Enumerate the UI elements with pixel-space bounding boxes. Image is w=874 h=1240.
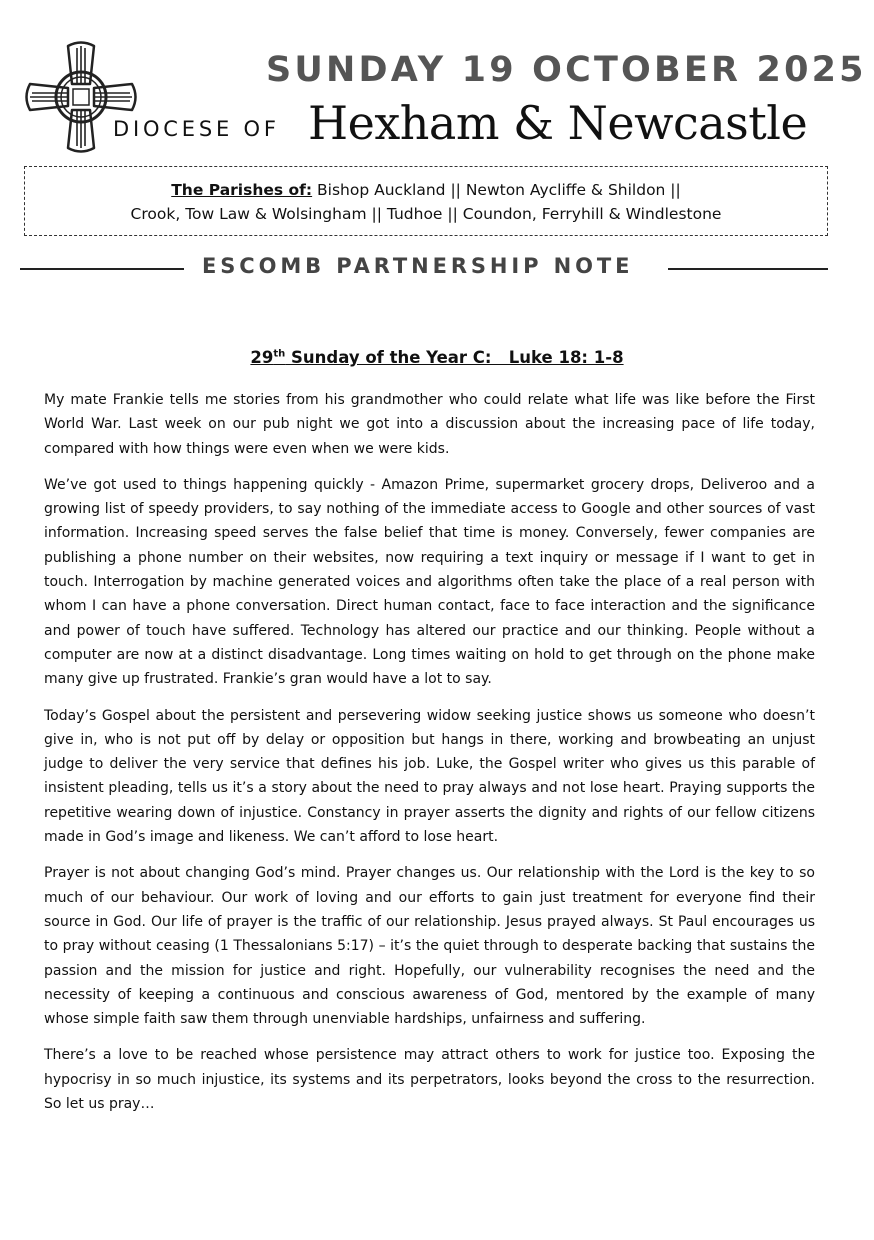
bulletin-date: SUNDAY 19 OCTOBER 2025 [266,50,867,90]
note-title: ESCOMB PARTNERSHIP NOTE [202,254,634,278]
divider-left [20,268,184,270]
diocese-of-label: DIOCESE OF [113,117,280,141]
reading-reference: Sunday of the Year C: Luke 18: 1-8 [285,348,624,367]
reading-title [0,348,874,367]
paragraph: Prayer is not about changing God’s mind. Prayer changes us. Our relationship with the Lord is the key to so much of our behaviour. Our work of loving and our efforts to gain just treatment for everyone find their source in God. Our life of prayer is the traffic of our relationship. Jesus prayed always. St Paul encourages us to pray without ceasing (1 Thessalonians 5:17) – it’s the quiet through to desperate backing that sustains the passion and the mission for justice and right. Hopefully, our vulnerability recognises the need and the necessity of keeping a continuous and conscious awareness of God, mentored by the example of many whose simple faith saw them through unenviable hardships, unfairness and suffering. [44,865,815,1028]
sunday-ordinal: th [273,348,286,360]
reflection-body [44,388,815,1128]
parishes-label: The Parishes of: [171,181,313,199]
sunday-number: 29 [250,348,274,367]
paragraph: We’ve got used to things happening quickly - Amazon Prime, supermarket grocery drops, Deliveroo and a growing list of speedy providers, to say nothing of the immediate access to Google and other sources of vast information. Increasing speed serves the false belief that time is money. Conversely, fewer companies are publishing a phone number on their websites, now requiring a text inquiry or message if I want to get in touch. Interrogation by machine generated voices and algorithms often take the place of a real person with whom I can have a phone conversation. Direct human contact, face to face interaction and the significance and power of touch have suffered. Technology has altered our practice and our thinking. People without a computer are now at a distinct disadvantage. Long times waiting on hold to get through on the phone make many give up frustrated. Frankie’s gran would have a lot to say. [44,476,815,688]
parishes-line-1 [25,178,827,202]
parishes-list-1: Bishop Auckland || Newton Aycliffe & Shildon || [312,181,681,199]
paragraph: Today’s Gospel about the persistent and persevering widow seeking justice shows us someone who doesn’t give in, who is not put off by delay or opposition but hangs in there, working and browbeating an unjust judge to deliver the very service that defines his job. Luke, the Gospel writer who gives us this parable of insistent pleading, tells us it’s a story about the need to pray always and not lose heart. Praying supports the repetitive wearing down of injustice. Constancy in prayer asserts the dignity and rights of our fellow citizens made in God’s image and likeness. We can’t afford to lose heart. [44,707,815,846]
parishes-box [24,166,828,236]
divider-right [668,268,828,270]
parishes-list-2: Crook, Tow Law & Wolsingham || Tudhoe || Coundon, Ferryhill & Windlestone [130,205,722,223]
diocese-name: Hexham & Newcastle [308,96,808,150]
paragraph: My mate Frankie tells me stories from his grandmother who could relate what life was like before the First World War. Last week on our pub night we got into a discussion about the increasing pace of life today, compared with how things were even when we were kids. [44,392,815,457]
paragraph: There’s a love to be reached whose persistence may attract others to work for justice too. Exposing the hypocrisy in so much injustice, its systems and its perpetrators, looks beyond the cross to the resurrection. So let us pray… [44,1047,815,1113]
